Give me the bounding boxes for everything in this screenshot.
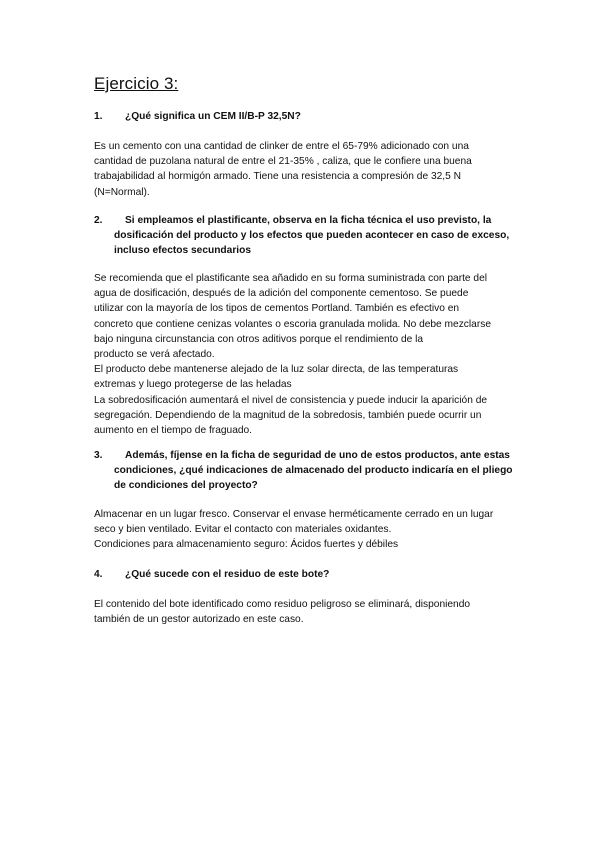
question-text-line: condiciones, ¿qué indicaciones de almacenado del producto indicaría en el pliego <box>114 465 513 477</box>
answer-line: trabajabilidad al hormigón armado. Tiene una resistencia a compresión de 32,5 N <box>94 171 461 183</box>
question-number: 3. <box>94 450 103 461</box>
answer-4 <box>94 597 526 627</box>
question-text-line: Además, fíjense en la ficha de seguridad de uno de estos productos, ante estas <box>125 450 510 461</box>
answer-line: La sobredosificación aumentará el nivel de consistencia y puede inducir la aparición de <box>94 394 488 406</box>
answer-line: producto se verá afectado. <box>94 349 215 361</box>
answer-1 <box>94 139 526 200</box>
answer-line: Se recomienda que el plastificante sea añadido en su forma suministrada con parte del <box>94 273 488 284</box>
question-text: ¿Qué significa un CEM II/B-P 32,5N? <box>125 111 301 122</box>
answer-line: utilizar con la mayoría de los tipos de cementos Portland. También es efectivo en <box>94 303 460 315</box>
question-text-line: Si empleamos el plastificante, observa en la ficha técnica el uso previsto, la <box>125 215 492 226</box>
answer-line: bajo ninguna circunstancia con otros aditivos porque el rendimiento de la <box>94 333 424 345</box>
question-text: ¿Qué sucede con el residuo de este bote? <box>125 569 330 580</box>
question-number: 1. <box>94 111 103 122</box>
answer-2 <box>94 271 534 438</box>
question-number: 2. <box>94 215 103 226</box>
answer-line: Almacenar en un lugar fresco. Conservar el envase herméticamente cerrado en un lugar <box>94 509 494 520</box>
answer-line: concreto que contiene cenizas volantes o escoria granulada molida. No debe mezclarse <box>94 318 491 330</box>
question-text-line: incluso efectos secundarios <box>114 245 252 257</box>
answer-line: aumento en el tiempo de fraguado. <box>94 425 253 437</box>
answer-line: agua de dosificación, después de la adición del componente cementoso. Se puede <box>94 288 469 300</box>
answer-3 <box>94 507 534 553</box>
page-title: Ejercicio 3: <box>94 74 179 93</box>
question-3 <box>94 448 534 494</box>
question-number: 4. <box>94 569 103 580</box>
question-text-line: de condiciones del proyecto? <box>114 480 258 492</box>
answer-line: seco y bien ventilado. Evitar el contacto con materiales oxidantes. <box>94 524 392 536</box>
answer-line: cantidad de puzolana natural de entre el 21-35% , caliza, que le confiere una buena <box>94 156 472 168</box>
question-text-line: dosificación del producto y los efectos que pueden acontecer en caso de exceso, <box>114 230 510 242</box>
answer-line: El contenido del bote identificado como residuo peligroso se eliminará, disponiendo <box>94 599 471 610</box>
answer-line: segregación. Dependiendo de la magnitud de la sobredosis, también puede ocurrir un <box>94 409 482 421</box>
answer-line: también de un gestor autorizado en este caso. <box>94 614 304 626</box>
answer-line: El producto debe mantenerse alejado de la luz solar directa, de las temperaturas <box>94 364 459 376</box>
answer-line: (N=Normal). <box>94 186 150 198</box>
question-4 <box>94 567 534 582</box>
answer-line: extremas y luego protegerse de las heladas <box>94 379 292 391</box>
question-2 <box>94 213 534 259</box>
answer-line: Condiciones para almacenamiento seguro: Ácidos fuertes y débiles <box>94 539 399 551</box>
question-1 <box>94 109 534 124</box>
answer-line: Es un cemento con una cantidad de clinker de entre el 65-79% adicionado con una <box>94 141 469 152</box>
